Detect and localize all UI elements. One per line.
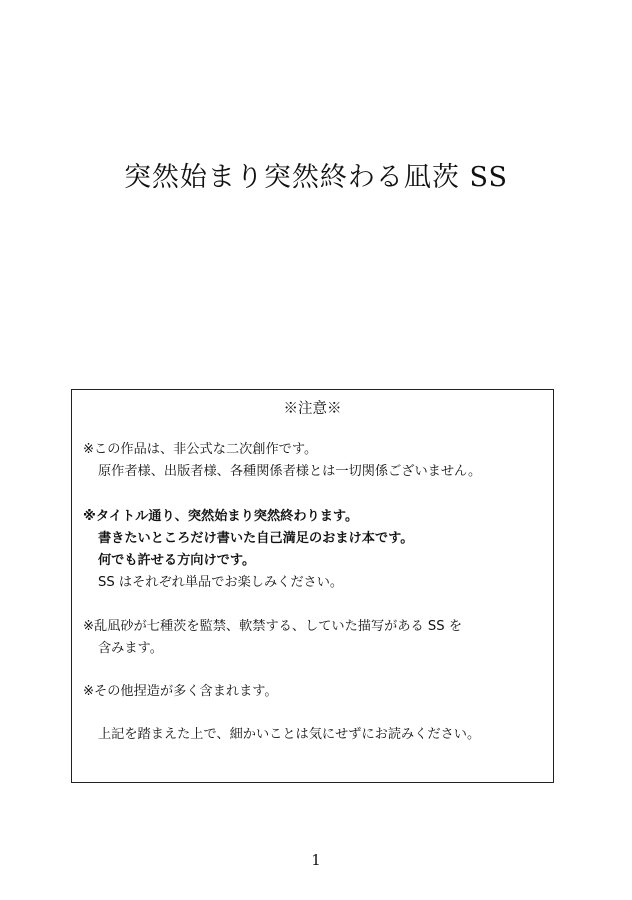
notice-item2-line3: 何でも許せる方向けです。 xyxy=(98,553,256,568)
notice-closing: 上記を踏まえた上で、細かいことは気にせずにお読みください。 xyxy=(98,727,481,742)
notice-item2-line1: ※タイトル通り、突然始まり突然終わります。 xyxy=(83,509,359,524)
page-number: 1 xyxy=(311,851,321,869)
notice-box xyxy=(71,389,554,783)
notice-item1-line1: ※この作品は、非公式な二次創作です。 xyxy=(83,442,318,457)
notice-item2-line4: SS はそれぞれ単品でお楽しみください。 xyxy=(98,575,344,590)
notice-heading: ※注意※ xyxy=(283,401,342,417)
document-title: 突然始まり突然終わる凪茨 SS xyxy=(123,162,509,193)
notice-item3-line1: ※乱凪砂が七種茨を監禁、軟禁する、していた描写がある SS を xyxy=(83,619,463,634)
notice-item2-line2: 書きたいところだけ書いた自己満足のおまけ本です。 xyxy=(98,531,414,546)
notice-item3-line2: 含みます。 xyxy=(98,641,163,656)
notice-item4-line1: ※その他捏造が多く含まれます。 xyxy=(83,684,278,699)
notice-item1-line2: 原作者様、出版者様、各種関係者様とは一切関係ございません。 xyxy=(98,464,482,479)
